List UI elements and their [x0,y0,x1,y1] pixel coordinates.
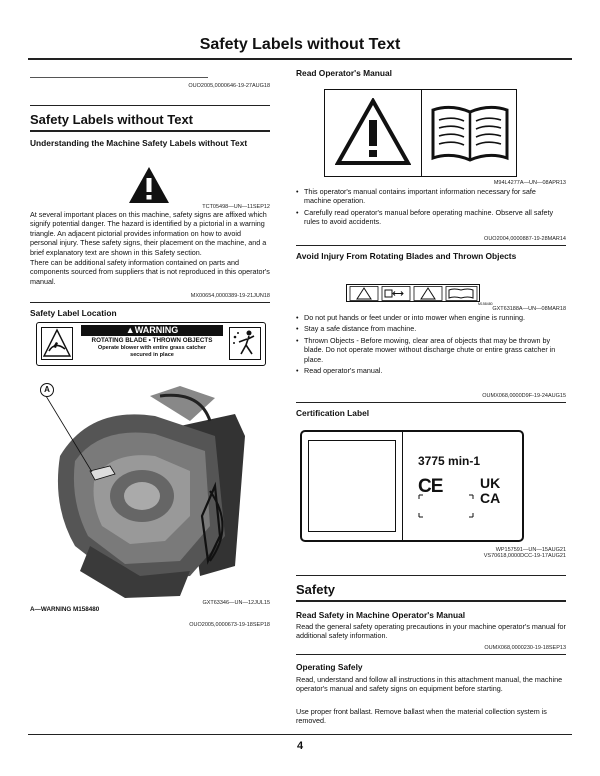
warning-heading: ▲WARNING [81,325,223,336]
bullet-item: • This operator's manual contains important information necessary for safe machine operation. [296,187,564,206]
divider [30,302,270,303]
avoid-injury-pictograph [346,284,480,302]
safety-section-title: Safety [296,582,336,597]
cert-divider [402,432,403,540]
warning-line: ROTATING BLADE • THROWN OBJECTS [91,337,213,344]
divider [296,245,566,246]
subsection-title: Understanding the Machine Safety Labels without Text [30,138,248,148]
figure-code: GXT63188A—UN—08MAR18 [492,306,566,312]
bullet-item: • Thrown Objects - Before mowing, clear area of objects that may be thrown by blade. Do not operate mower without discharge chute or entire grass catcher in place. [296,336,566,364]
warning-triangle-icon [335,98,411,166]
ukca-mark-top: UK [480,475,501,491]
paragraph: There can be additional safety information contained on parts and components sourced from suppliers that is not reproduced in this operator's manual. [30,258,270,286]
footer-rule [28,734,572,735]
warning-triangle-icon [128,166,170,204]
certification-label-title: Certification Label [296,408,370,418]
warning-line: Operate blower with entire grass catcher [97,345,207,351]
doc-code: OUMX068,0000230-19-18SEP13 [484,645,566,651]
corner-marks-icon [418,494,474,518]
open-book-icon [429,102,511,164]
certification-label [300,430,524,542]
pictograph-strip-icon [349,286,479,301]
read-manual-bullets [296,187,564,229]
doc-code: OUO2005,0000673-19-18SEP18 [189,622,270,628]
section-underline [30,130,270,132]
bullet-item: • Stay a safe distance from machine. [296,324,566,333]
warning-line: secured in place [130,352,174,358]
read-safety-title: Read Safety in Machine Operator's Manual [296,610,466,620]
doc-code: OUO2005,0000646-19-27AUG18 [188,83,270,89]
bullet-item: • Carefully read operator's manual before operating machine. Observe all safety rules to avoid accidents. [296,208,564,227]
avoid-injury-title: Avoid Injury From Rotating Blades and Thrown Objects [296,251,517,261]
read-manual-title: Read Operator's Manual [296,68,393,78]
section-rule [30,105,270,106]
divider [296,402,566,403]
figure-code: WP157591—UN—15AUG21 [495,547,566,553]
ce-mark: CE [418,476,443,497]
thrown-objects-hazard-icon [229,327,261,360]
pictograph-divider [421,90,422,176]
cert-speed: 3775 min-1 [418,454,481,468]
doc-code: VS70618,0000DCC-19-17AUG21 [483,553,566,559]
safety-label-location-title: Safety Label Location [30,308,117,318]
callout-a: A [40,383,54,397]
divider [296,654,566,655]
cert-blank-area [308,440,396,532]
bullet-item: • Read operator's manual. [296,366,566,375]
doc-code: MX00654,0000389-19-21JUN18 [190,293,270,299]
section-title: Safety Labels without Text [30,112,194,127]
avoid-injury-bullets [296,313,566,377]
hand-blade-hazard-icon [41,327,73,360]
bullet-item: • Do not put hands or feet under or into mower when engine is running. [296,313,566,322]
header-rule [28,58,572,60]
figure-code: GXT63346—UN—12JUL15 [202,600,270,606]
warning-heading-text: WARNING [134,325,179,335]
operating-safely-title: Operating Safely [296,662,363,672]
read-manual-pictograph [324,89,517,177]
ukca-mark-bottom: CA [480,490,501,506]
paragraph: Read the general safety operating precautions in your machine operator's manual for additional safety information. [296,622,566,641]
section-rule [296,575,566,576]
label-part-number: M158480 [478,302,493,306]
paragraph: Read, understand and follow all instructions in this attachment manual, the machine operator's manual and safety signs on equipment before starting. [296,675,563,694]
warning-label [36,322,266,366]
figure-code: M94L4277A—UN—08APR13 [493,180,566,186]
page-header-title: Safety Labels without Text [199,36,401,53]
page-number: 4 [296,740,304,752]
doc-code: OUMX068,0000D9F-19-24AUG15 [482,393,566,399]
mower-deck-illustration [30,366,270,598]
top-short-rule [30,77,208,78]
paragraph: Use proper front ballast. Remove ballast when the material collection system is removed. [296,707,547,726]
section-underline [296,600,566,602]
doc-code: OUO2004,0000887-19-28MAR14 [484,236,566,242]
figure-code: TCT05498—UN—11SEP12 [202,204,270,210]
paragraph: At several important places on this machine, safety signs are affixed which signify potential danger. The hazard is identified by a pictorial in a warning triangle. An adjacent pictorial provides information on how to avoid personal injury. These safety signs, their placement on the machine, and a brief explanatory text are shown in this Safety section. [30,210,267,257]
figure-caption: A—WARNING M158480 [30,606,100,613]
